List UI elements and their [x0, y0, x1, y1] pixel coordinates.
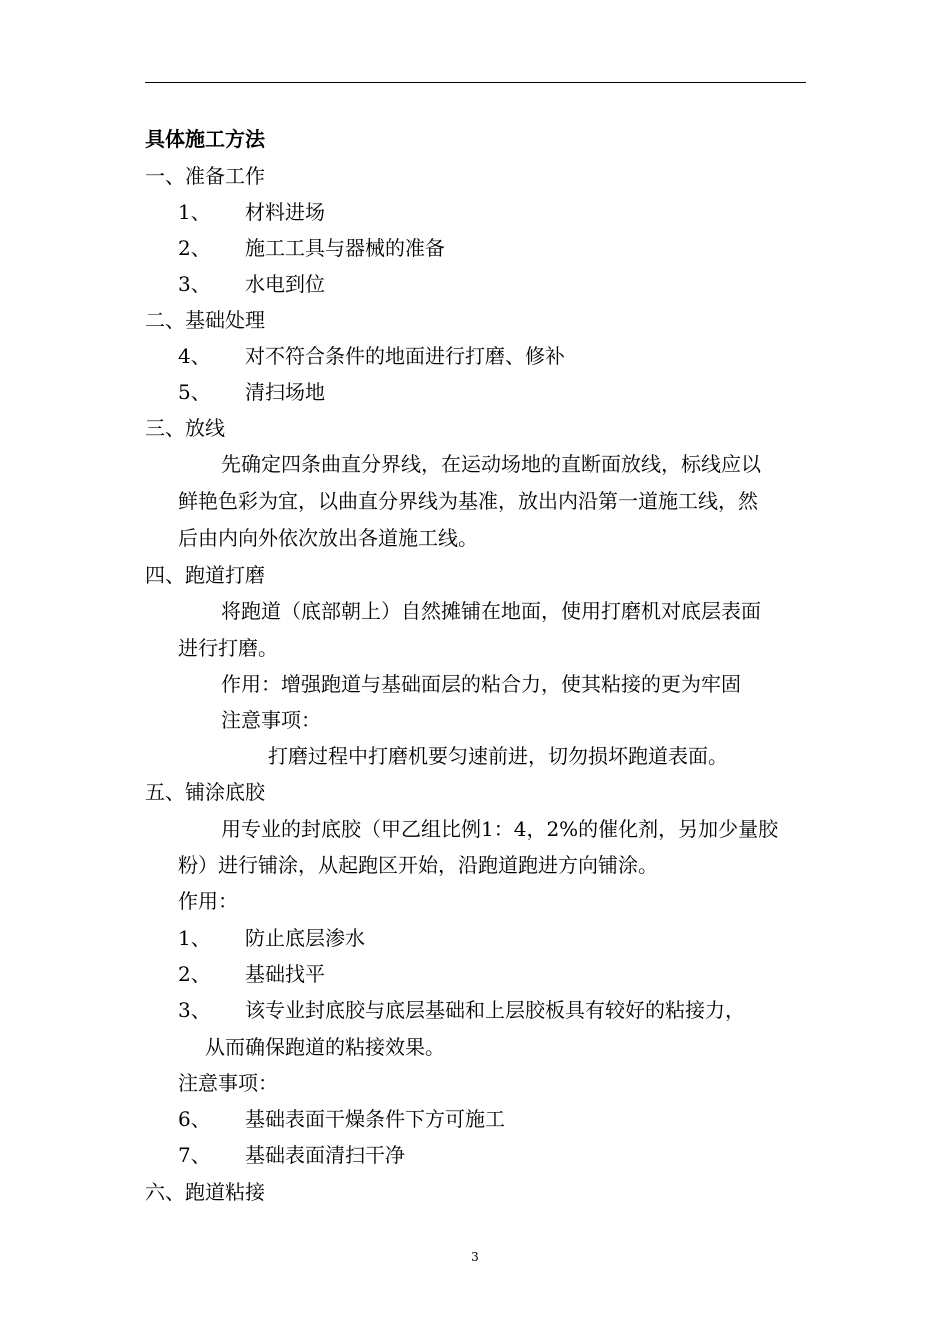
- paragraph-line: 粉）进行铺涂，从起跑区开始，沿跑道跑进方向铺涂。: [178, 853, 658, 877]
- section-heading-5: 五、铺涂底胶: [145, 780, 265, 804]
- note-label: 注意事项：: [178, 1071, 278, 1095]
- effect-label: 作用：: [178, 889, 238, 913]
- list-item-text: 清扫场地: [245, 380, 325, 404]
- list-item-text: 基础找平: [245, 962, 325, 986]
- note-text: 打磨过程中打磨机要匀速前进，切勿损坏跑道表面。: [268, 744, 728, 768]
- list-item-continuation: 从而确保跑道的粘接效果。: [205, 1035, 445, 1059]
- list-item-text: 防止底层渗水: [245, 926, 365, 950]
- list-item-text: 基础表面干燥条件下方可施工: [245, 1107, 505, 1131]
- list-item-text: 对不符合条件的地面进行打磨、修补: [245, 344, 565, 368]
- section-heading-1: 一、准备工作: [145, 164, 265, 188]
- page-number: 3: [471, 1250, 479, 1264]
- paragraph-line: 先确定四条曲直分界线，在运动场地的直断面放线，标线应以: [221, 452, 761, 476]
- list-item-number: 2、: [178, 962, 211, 986]
- paragraph-line: 进行打磨。: [178, 636, 278, 660]
- list-item-number: 7、: [178, 1143, 211, 1167]
- effect-line: 作用：增强跑道与基础面层的粘合力，使其粘接的更为牢固: [221, 672, 741, 696]
- list-item-text: 水电到位: [245, 272, 325, 296]
- document-title: 具体施工方法: [145, 127, 265, 151]
- list-item-number: 1、: [178, 200, 211, 224]
- paragraph-line: 用专业的封底胶（甲乙组比例1：4，2%的催化剂，另加少量胶: [221, 817, 779, 841]
- paragraph-line: 后由内向外依次放出各道施工线。: [178, 526, 478, 550]
- list-item-number: 2、: [178, 236, 211, 260]
- list-item-number: 1、: [178, 926, 211, 950]
- list-item-text: 施工工具与器械的准备: [245, 236, 445, 260]
- section-heading-4: 四、跑道打磨: [145, 563, 265, 587]
- list-item-text: 材料进场: [245, 200, 325, 224]
- list-item-number: 3、: [178, 272, 211, 296]
- section-heading-3: 三、放线: [145, 416, 225, 440]
- section-heading-2: 二、基础处理: [145, 308, 265, 332]
- list-item-text: 该专业封底胶与底层基础和上层胶板具有较好的粘接力，: [245, 998, 745, 1022]
- list-item-number: 5、: [178, 380, 211, 404]
- list-item-number: 3、: [178, 998, 211, 1022]
- note-label: 注意事项：: [221, 708, 321, 732]
- paragraph-line: 将跑道（底部朝上）自然摊铺在地面，使用打磨机对底层表面: [221, 599, 761, 623]
- header-rule: [145, 82, 806, 83]
- paragraph-line: 鲜艳色彩为宜，以曲直分界线为基准，放出内沿第一道施工线，然: [178, 489, 758, 513]
- section-heading-6: 六、跑道粘接: [145, 1180, 265, 1204]
- list-item-number: 6、: [178, 1107, 211, 1131]
- list-item-text: 基础表面清扫干净: [245, 1143, 405, 1167]
- list-item-number: 4、: [178, 344, 211, 368]
